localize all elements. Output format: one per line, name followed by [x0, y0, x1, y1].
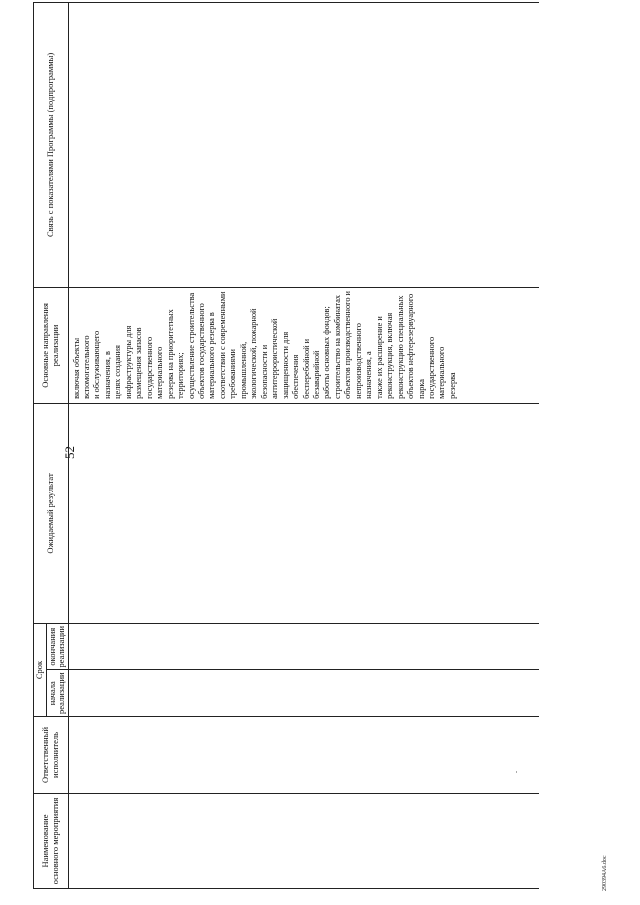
main-directions-text: включая объекты вспомогательного и обслуживающего назначения, в целях создания инфраструктуры для размещения запасов государственного материального резерва на приоритетных территориях; осуществление строительства объектов государственного материального резерва в соответствии с современными требованиями промышленной, экологической, пожарной безопасности и антитеррористической защищенности для обеспечения бесперебойной и безаварийной работы основных фондов; строительство на комбинатах объектов производственного и непроизводственного назначения, а также их расширение и реконструкция, включая реконструкцию специальных объектов нефтерезервуарного парка государственного материального резерва	[71, 291, 457, 399]
cell-term-start	[68, 670, 539, 717]
header-main-directions: Основные направления реализации	[34, 287, 69, 403]
header-term-start: начала реализации	[46, 670, 68, 717]
file-code: 290394А6.doc	[602, 855, 608, 891]
header-responsible: Ответственный исполнитель	[34, 717, 69, 794]
table-row	[68, 2, 539, 888]
cell-activity-name	[68, 794, 539, 889]
cell-responsible	[68, 717, 539, 794]
page-number: 52	[62, 446, 77, 459]
header-term-end: окончания реализации	[46, 623, 68, 670]
cell-main-directions	[68, 287, 539, 403]
header-term: Срок	[34, 623, 47, 716]
cell-program-link	[68, 2, 539, 287]
speck-mark	[516, 771, 517, 773]
header-program-link: Связь с показателями Программы (подпрограммы)	[34, 2, 69, 287]
header-expected-result: Ожидаемый результат	[34, 403, 69, 623]
cell-expected-result	[68, 403, 539, 623]
header-row-1	[34, 2, 47, 888]
header-activity-name: Наименование основного мероприятия	[34, 794, 69, 889]
program-activities-table	[33, 2, 539, 889]
cell-term-end	[68, 623, 539, 670]
